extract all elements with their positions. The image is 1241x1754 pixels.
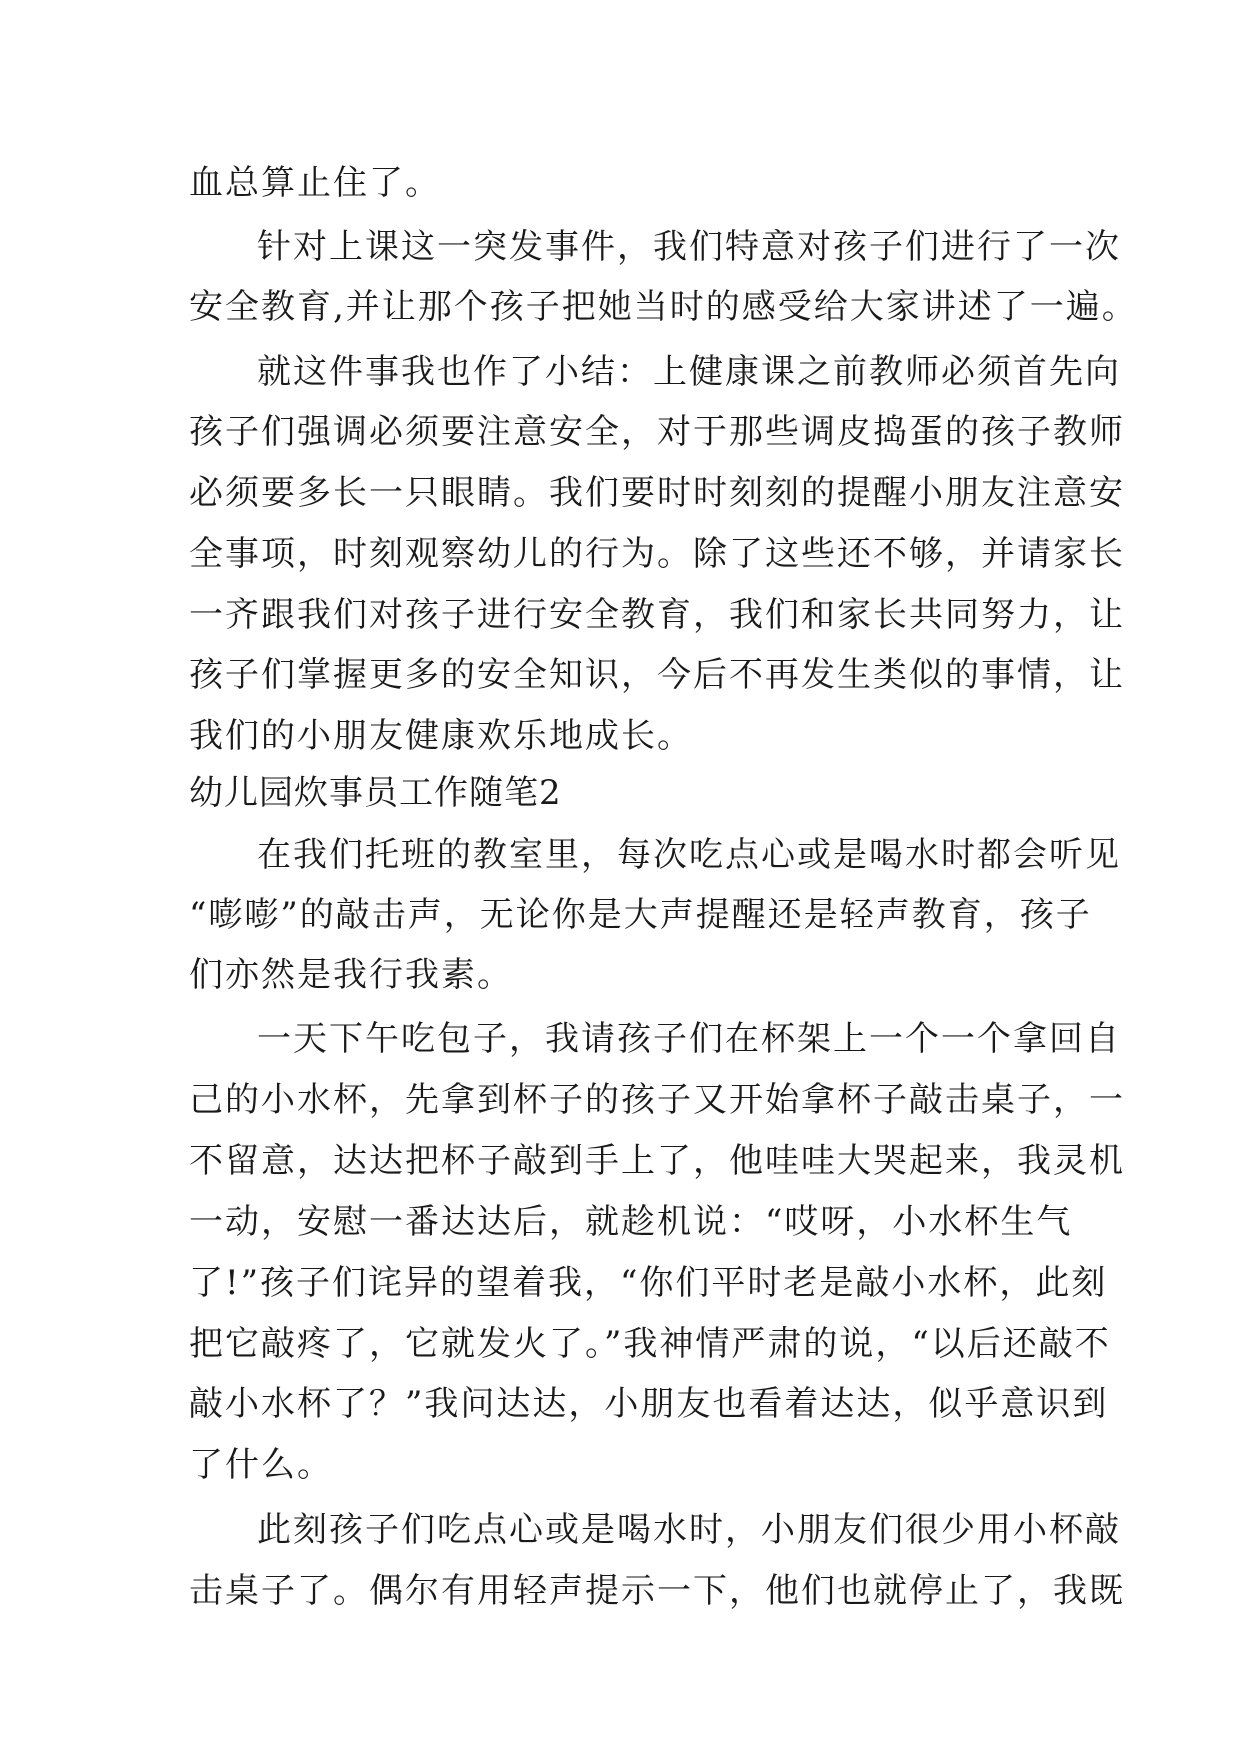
text-line: “嘭嘭”的敲击声，无论你是大声提醒还是轻声教育，孩子 [189, 895, 1092, 935]
text-line: 己的小水杯，先拿到杯子的孩子又开始拿杯子敲击桌子，一 [189, 1080, 1125, 1120]
paragraph-first-line: 在我们托班的教室里，每次吃点心或是喝水时都会听见 [257, 835, 1121, 875]
text-line: 把它敲疼了，它就发火了。”我神情严肃的说，“以后还敲不 [189, 1324, 1111, 1364]
text-line: 安全教育,并让那个孩子把她当时的感受给大家讲述了一遍。 [189, 287, 1138, 327]
text-line: 一齐跟我们对孩子进行安全教育，我们和家长共同努力，让 [189, 595, 1125, 635]
text-line: 不留意，达达把杯子敲到手上了，他哇哇大哭起来，我灵机 [189, 1141, 1125, 1181]
text-line: 们亦然是我行我素。 [189, 955, 513, 995]
paragraph-first-line: 此刻孩子们吃点心或是喝水时，小朋友们很少用小杯敲 [257, 1510, 1121, 1550]
text-line: 孩子们掌握更多的安全知识，今后不再发生类似的事情，让 [189, 655, 1125, 695]
text-line: 了什么。 [189, 1445, 333, 1485]
paragraph-first-line: 针对上课这一突发事件，我们特意对孩子们进行了一次 [257, 227, 1121, 267]
text-line: 敲小水杯了？”我问达达，小朋友也看着达达，似乎意识到 [189, 1384, 1109, 1424]
text-line: 我们的小朋友健康欢乐地成长。 [189, 716, 693, 756]
paragraph-first-line: 就这件事我也作了小结：上健康课之前教师必须首先向 [257, 352, 1121, 392]
section-heading: 幼儿园炊事员工作随笔2 [189, 773, 562, 813]
text-line: 击桌子了。偶尔有用轻声提示一下，他们也就停止了，我既 [189, 1571, 1125, 1611]
text-line: 孩子们强调必须要注意安全，对于那些调皮捣蛋的孩子教师 [189, 412, 1125, 452]
text-line: 了!”孩子们诧异的望着我，“你们平时老是敲小水杯，此刻 [189, 1263, 1108, 1303]
text-line: 血总算止住了。 [189, 163, 441, 203]
paragraph-first-line: 一天下午吃包子，我请孩子们在杯架上一个一个拿回自 [257, 1019, 1121, 1059]
text-line: 必须要多长一只眼睛。我们要时时刻刻的提醒小朋友注意安 [189, 473, 1125, 513]
text-line: 全事项，时刻观察幼儿的行为。除了这些还不够，并请家长 [189, 534, 1125, 574]
text-line: 一动，安慰一番达达后，就趁机说：“哎呀，小水杯生气 [189, 1202, 1073, 1242]
